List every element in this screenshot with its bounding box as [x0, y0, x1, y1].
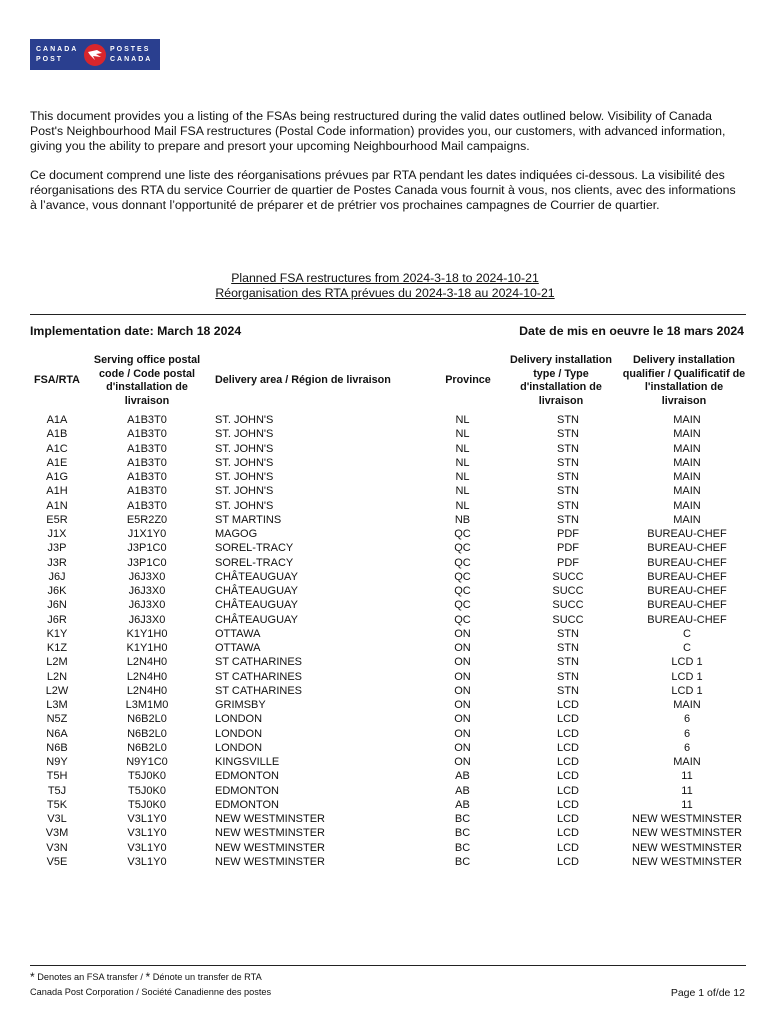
office-code-cell: V3L1Y0 [127, 827, 167, 840]
fsa-cell: T5J [47, 784, 67, 797]
installation-qualifier-cell: LCD 1 [671, 684, 703, 697]
delivery-area-cell: CHÂTEAUGUAY [215, 613, 298, 626]
office-code-cell: J3P1C0 [127, 556, 167, 569]
installation-type-cell: LCD [556, 798, 579, 811]
delivery-area-cell: SOREL-TRACY [215, 542, 294, 555]
installation-qualifier-cell: MAIN [673, 442, 701, 455]
installation-type-cell: SUCC [552, 613, 584, 626]
intro-english: This document provides you a listing of the FSAs being restructured during the valid dates outlined below. Visibility of Canada Post's Neighbourhood Mail FSA restructures (Postal Code information) provides you, our customers, with advanced information, giving you the ability to prepare and presort your upcoming Neighbourhood Mail campaigns. [30, 109, 726, 153]
star-marker: * [145, 970, 151, 984]
table-row [30, 556, 750, 570]
office-code-cell: T5J0K0 [128, 784, 166, 797]
fsa-cell: J6J [48, 570, 66, 583]
office-code-cell: N6B2L0 [127, 713, 167, 726]
province-cell: QC [454, 585, 471, 597]
installation-type-cell: STN [557, 627, 579, 640]
table-row [30, 826, 750, 840]
province-cell: ON [454, 627, 471, 640]
office-code-cell: A1B3T0 [127, 456, 167, 469]
office-code-cell: A1B3T0 [127, 442, 167, 455]
province-cell: NL [455, 442, 470, 455]
table-row [30, 798, 750, 812]
table-row [30, 812, 750, 826]
installation-type-cell: PDF [557, 556, 579, 569]
installation-qualifier-cell: MAIN [673, 485, 701, 498]
fsa-cell: J3R [47, 556, 67, 569]
installation-type-cell: STN [557, 485, 579, 498]
delivery-area-cell: NEW WESTMINSTER [215, 855, 325, 868]
table-row [30, 627, 750, 641]
province-cell: NL [455, 485, 470, 498]
table-row [30, 712, 750, 726]
province-cell: ON [454, 741, 471, 754]
office-code-cell: A1B3T0 [127, 414, 167, 426]
installation-type-cell: SUCC [552, 585, 584, 597]
installation-qualifier-cell: MAIN [673, 499, 701, 512]
installation-type-cell: STN [557, 513, 579, 526]
installation-type-cell: STN [557, 499, 579, 512]
delivery-area-cell: ST. JOHN'S [215, 485, 274, 498]
installation-qualifier-cell: 11 [681, 770, 693, 783]
province-cell: AB [455, 784, 470, 797]
office-code-cell: T5J0K0 [128, 770, 166, 783]
fsa-cell: K1Y [46, 627, 68, 640]
province-cell: NB [454, 513, 471, 526]
divider-footer [30, 965, 746, 966]
divider-top [30, 314, 746, 315]
fsa-cell: N6B [46, 741, 68, 754]
office-code-cell: L2N4H0 [126, 684, 168, 697]
fsa-table [30, 413, 750, 869]
province-cell: NL [455, 471, 470, 483]
page-number: Page 1 of/de 12 [670, 987, 745, 999]
canada-post-logo [30, 39, 160, 70]
fsa-cell: N5Z [46, 713, 68, 726]
transfer-note-english: Denotes an FSA transfer / [37, 972, 143, 982]
office-code-cell: L3M1M0 [125, 699, 169, 711]
installation-qualifier-cell: 6 [683, 741, 691, 754]
fsa-cell: J6R [47, 613, 67, 626]
installation-qualifier-cell: MAIN [673, 414, 701, 426]
office-code-cell: A1B3T0 [127, 499, 167, 512]
implementation-date-french: Date de mis en oeuvre le 18 mars 2024 [519, 324, 744, 338]
office-code-cell: T5J0K0 [128, 798, 166, 811]
fsa-table-body [30, 413, 750, 869]
heading-french: Réorganisation des RTA prévues du 2024-3-18 au 2024-10-21 [215, 286, 555, 300]
installation-qualifier-cell: MAIN [673, 756, 701, 768]
office-code-cell: A1B3T0 [127, 471, 167, 483]
installation-type-cell: LCD [556, 699, 579, 711]
installation-type-cell: STN [557, 428, 579, 441]
delivery-area-cell: GRIMSBY [215, 699, 266, 711]
province-cell: ON [454, 713, 471, 726]
table-row [30, 527, 750, 541]
province-cell: AB [455, 770, 470, 783]
installation-type-cell: LCD [556, 770, 579, 783]
fsa-cell: A1A [46, 414, 68, 426]
table-row [30, 456, 750, 470]
table-row [30, 727, 750, 741]
province-cell: ON [454, 656, 471, 669]
table-row [30, 427, 750, 441]
office-code-cell: J1X1Y0 [127, 528, 167, 540]
fsa-cell: J6N [47, 599, 67, 612]
table-row [30, 841, 750, 855]
delivery-area-cell: NEW WESTMINSTER [215, 827, 325, 840]
fsa-cell: A1C [46, 442, 68, 455]
installation-qualifier-cell: BUREAU-CHEF [647, 585, 727, 597]
province-cell: ON [454, 727, 471, 740]
fsa-cell: A1G [45, 471, 68, 483]
installation-type-cell: STN [557, 670, 579, 683]
installation-qualifier-cell: BUREAU-CHEF [647, 556, 727, 569]
province-cell: QC [454, 599, 471, 612]
office-code-cell: J6J3X0 [128, 599, 166, 612]
installation-qualifier-cell: NEW WESTMINSTER [632, 827, 742, 840]
installation-type-cell: STN [557, 471, 579, 483]
province-cell: QC [454, 556, 471, 569]
province-cell: NL [455, 499, 470, 512]
installation-qualifier-cell: LCD 1 [671, 656, 703, 669]
delivery-area-cell: ST. JOHN'S [215, 499, 274, 512]
installation-type-cell: STN [557, 684, 579, 697]
fsa-cell: K1Z [46, 642, 68, 654]
province-cell: NL [455, 456, 470, 469]
table-row [30, 784, 750, 798]
office-code-cell: L2N4H0 [126, 656, 168, 669]
table-row [30, 670, 750, 684]
installation-qualifier-cell: MAIN [673, 456, 701, 469]
installation-qualifier-cell: BUREAU-CHEF [647, 599, 727, 612]
delivery-area-cell: SOREL-TRACY [215, 556, 294, 569]
province-cell: BC [454, 813, 471, 825]
delivery-area-cell: KINGSVILLE [215, 756, 280, 768]
province-cell: ON [454, 684, 471, 697]
column-header-type: Delivery installation type / Type d'installation de livraison [509, 354, 612, 407]
delivery-area-cell: CHÂTEAUGUAY [215, 570, 298, 583]
installation-qualifier-cell: BUREAU-CHEF [647, 570, 727, 583]
delivery-area-cell: ST CATHARINES [215, 684, 302, 697]
delivery-area-cell: OTTAWA [215, 627, 261, 640]
office-code-cell: V3L1Y0 [127, 813, 167, 825]
province-cell: NL [455, 428, 470, 441]
delivery-area-cell: ST. JOHN'S [215, 442, 274, 455]
fsa-cell: V3M [45, 827, 69, 840]
office-code-cell: J6J3X0 [128, 570, 166, 583]
installation-type-cell: LCD [556, 813, 579, 825]
table-row [30, 855, 750, 869]
column-header-qualifier: Delivery installation qualifier / Qualificatif de l'installation de livraison [622, 354, 746, 407]
logo-text-right: POSTES CANADA [110, 45, 153, 63]
province-cell: QC [454, 570, 471, 583]
fsa-cell: V3L [47, 813, 67, 825]
province-cell: ON [454, 670, 471, 683]
province-cell: BC [454, 827, 471, 840]
fsa-cell: E5R [46, 513, 68, 526]
installation-qualifier-cell: BUREAU-CHEF [647, 613, 727, 626]
delivery-area-cell: ST CATHARINES [215, 670, 302, 683]
province-cell: NL [455, 414, 470, 426]
delivery-area-cell: EDMONTON [215, 798, 279, 811]
office-code-cell: L2N4H0 [126, 670, 168, 683]
delivery-area-cell: LONDON [215, 741, 263, 754]
delivery-area-cell: ST MARTINS [215, 513, 282, 526]
table-row [30, 484, 750, 498]
delivery-area-cell: ST. JOHN'S [215, 428, 274, 441]
table-row [30, 499, 750, 513]
province-cell: QC [454, 542, 471, 555]
delivery-area-cell: OTTAWA [215, 642, 261, 654]
installation-type-cell: LCD [556, 855, 579, 868]
table-row [30, 613, 750, 627]
delivery-area-cell: ST. JOHN'S [215, 414, 274, 426]
installation-qualifier-cell: BUREAU-CHEF [647, 542, 727, 555]
fsa-cell: J6K [47, 585, 67, 597]
installation-qualifier-cell: 6 [683, 713, 691, 726]
installation-type-cell: LCD [556, 727, 579, 740]
office-code-cell: V3L1Y0 [127, 855, 167, 868]
heading-english: Planned FSA restructures from 2024-3-18 to 2024-10-21 [231, 271, 539, 285]
delivery-area-cell: EDMONTON [215, 770, 279, 783]
delivery-area-cell: CHÂTEAUGUAY [215, 585, 298, 597]
province-cell: BC [454, 841, 471, 854]
installation-qualifier-cell: NEW WESTMINSTER [632, 855, 742, 868]
delivery-area-cell: ST CATHARINES [215, 656, 302, 669]
column-header-province: Province [445, 374, 491, 387]
column-header-fsa: FSA/RTA [34, 374, 80, 387]
installation-type-cell: STN [557, 656, 579, 669]
installation-qualifier-cell: 11 [681, 798, 693, 811]
office-code-cell: J3P1C0 [127, 542, 167, 555]
table-row [30, 442, 750, 456]
intro-french: Ce document comprend une liste des réorganisations prévues par RTA pendant les dates indiquées ci-dessous. La visibilité des réorganisations des RTA du service Courrier de quartier de Postes Canada vous fournit à vous, nos clients, avec des informations à l’avance, vous donnant l’opportunité de préparer et de prétrier vos prochaines campagnes de Courrier de quartier. [30, 168, 736, 212]
delivery-area-cell: NEW WESTMINSTER [215, 813, 325, 825]
fsa-cell: A1H [46, 485, 68, 498]
table-row [30, 698, 750, 712]
installation-type-cell: LCD [556, 841, 579, 854]
transfer-note [30, 970, 262, 984]
installation-qualifier-cell: LCD 1 [671, 670, 703, 683]
province-cell: ON [454, 642, 471, 654]
fsa-cell: N6A [46, 727, 68, 740]
table-row [30, 470, 750, 484]
office-code-cell: E5R2Z0 [126, 513, 168, 526]
installation-qualifier-cell: NEW WESTMINSTER [632, 813, 742, 825]
installation-qualifier-cell: MAIN [673, 513, 701, 526]
corporation-name: Canada Post Corporation / Société Canadienne des postes [30, 987, 272, 997]
office-code-cell: N9Y1C0 [126, 756, 168, 768]
fsa-cell: T5K [46, 798, 68, 811]
installation-qualifier-cell: 6 [683, 727, 691, 740]
delivery-area-cell: ST. JOHN'S [215, 471, 274, 483]
fsa-cell: L2M [46, 656, 68, 669]
installation-qualifier-cell: MAIN [673, 428, 701, 441]
table-row [30, 755, 750, 769]
table-row [30, 741, 750, 755]
table-row [30, 541, 750, 555]
fsa-cell: N9Y [46, 756, 68, 768]
installation-qualifier-cell: 11 [681, 784, 693, 797]
table-row [30, 413, 750, 427]
installation-type-cell: PDF [557, 528, 579, 540]
province-cell: AB [455, 798, 470, 811]
delivery-area-cell: ST. JOHN'S [215, 456, 274, 469]
province-cell: BC [454, 855, 471, 868]
installation-type-cell: STN [557, 442, 579, 455]
delivery-area-cell: LONDON [215, 713, 263, 726]
fsa-cell: A1E [46, 456, 68, 469]
office-code-cell: K1Y1H0 [126, 642, 168, 654]
installation-type-cell: SUCC [552, 570, 584, 583]
fsa-cell: V3N [46, 841, 68, 854]
installation-qualifier-cell: C [683, 642, 691, 654]
delivery-area-cell: LONDON [215, 727, 263, 740]
implementation-date-english: Implementation date: March 18 2024 [30, 324, 242, 338]
installation-type-cell: LCD [556, 756, 579, 768]
table-row [30, 769, 750, 783]
table-row [30, 598, 750, 612]
table-row [30, 584, 750, 598]
office-code-cell: V3L1Y0 [127, 841, 167, 854]
office-code-cell: N6B2L0 [127, 741, 167, 754]
table-row [30, 684, 750, 698]
fsa-cell: V5E [46, 855, 68, 868]
province-cell: ON [454, 756, 471, 768]
logo-text-left: CANADA POST [36, 45, 79, 63]
installation-qualifier-cell: MAIN [673, 471, 701, 483]
fsa-cell: A1N [46, 499, 68, 512]
table-row [30, 655, 750, 669]
fsa-cell: J1X [47, 528, 67, 540]
installation-type-cell: PDF [557, 542, 579, 555]
installation-type-cell: STN [557, 642, 579, 654]
installation-type-cell: LCD [556, 827, 579, 840]
office-code-cell: K1Y1H0 [126, 627, 168, 640]
fsa-cell: L2W [45, 684, 69, 697]
fsa-cell: J3P [47, 542, 67, 555]
column-header-area: Delivery area / Région de livraison [215, 374, 391, 387]
installation-qualifier-cell: NEW WESTMINSTER [632, 841, 742, 854]
installation-type-cell: LCD [556, 784, 579, 797]
table-row [30, 641, 750, 655]
office-code-cell: N6B2L0 [127, 727, 167, 740]
installation-type-cell: STN [557, 456, 579, 469]
office-code-cell: A1B3T0 [127, 428, 167, 441]
installation-type-cell: LCD [556, 713, 579, 726]
table-row [30, 513, 750, 527]
table-row [30, 570, 750, 584]
delivery-area-cell: MAGOG [215, 528, 258, 540]
star-marker: * [30, 970, 35, 984]
installation-qualifier-cell: BUREAU-CHEF [647, 528, 727, 540]
installation-type-cell: STN [557, 414, 579, 426]
installation-type-cell: LCD [556, 741, 579, 754]
office-code-cell: J6J3X0 [128, 585, 166, 597]
office-code-cell: A1B3T0 [127, 485, 167, 498]
installation-qualifier-cell: MAIN [673, 699, 701, 711]
province-cell: QC [454, 613, 471, 626]
column-header-office: Serving office postal code / Code postal d'installation de livraison [93, 354, 201, 407]
province-cell: ON [454, 699, 471, 711]
transfer-note-french: Dénote un transfer de RTA [152, 972, 262, 982]
province-cell: QC [454, 528, 471, 540]
delivery-area-cell: CHÂTEAUGUAY [215, 599, 298, 612]
fsa-cell: T5H [46, 770, 68, 783]
installation-qualifier-cell: C [683, 627, 691, 640]
installation-type-cell: SUCC [552, 599, 584, 612]
fsa-cell: A1B [46, 428, 68, 441]
delivery-area-cell: NEW WESTMINSTER [215, 841, 325, 854]
office-code-cell: J6J3X0 [128, 613, 166, 626]
fsa-cell: L3M [46, 699, 68, 711]
eagle-emblem-icon [84, 44, 106, 66]
fsa-cell: L2N [46, 670, 68, 683]
delivery-area-cell: EDMONTON [215, 784, 279, 797]
